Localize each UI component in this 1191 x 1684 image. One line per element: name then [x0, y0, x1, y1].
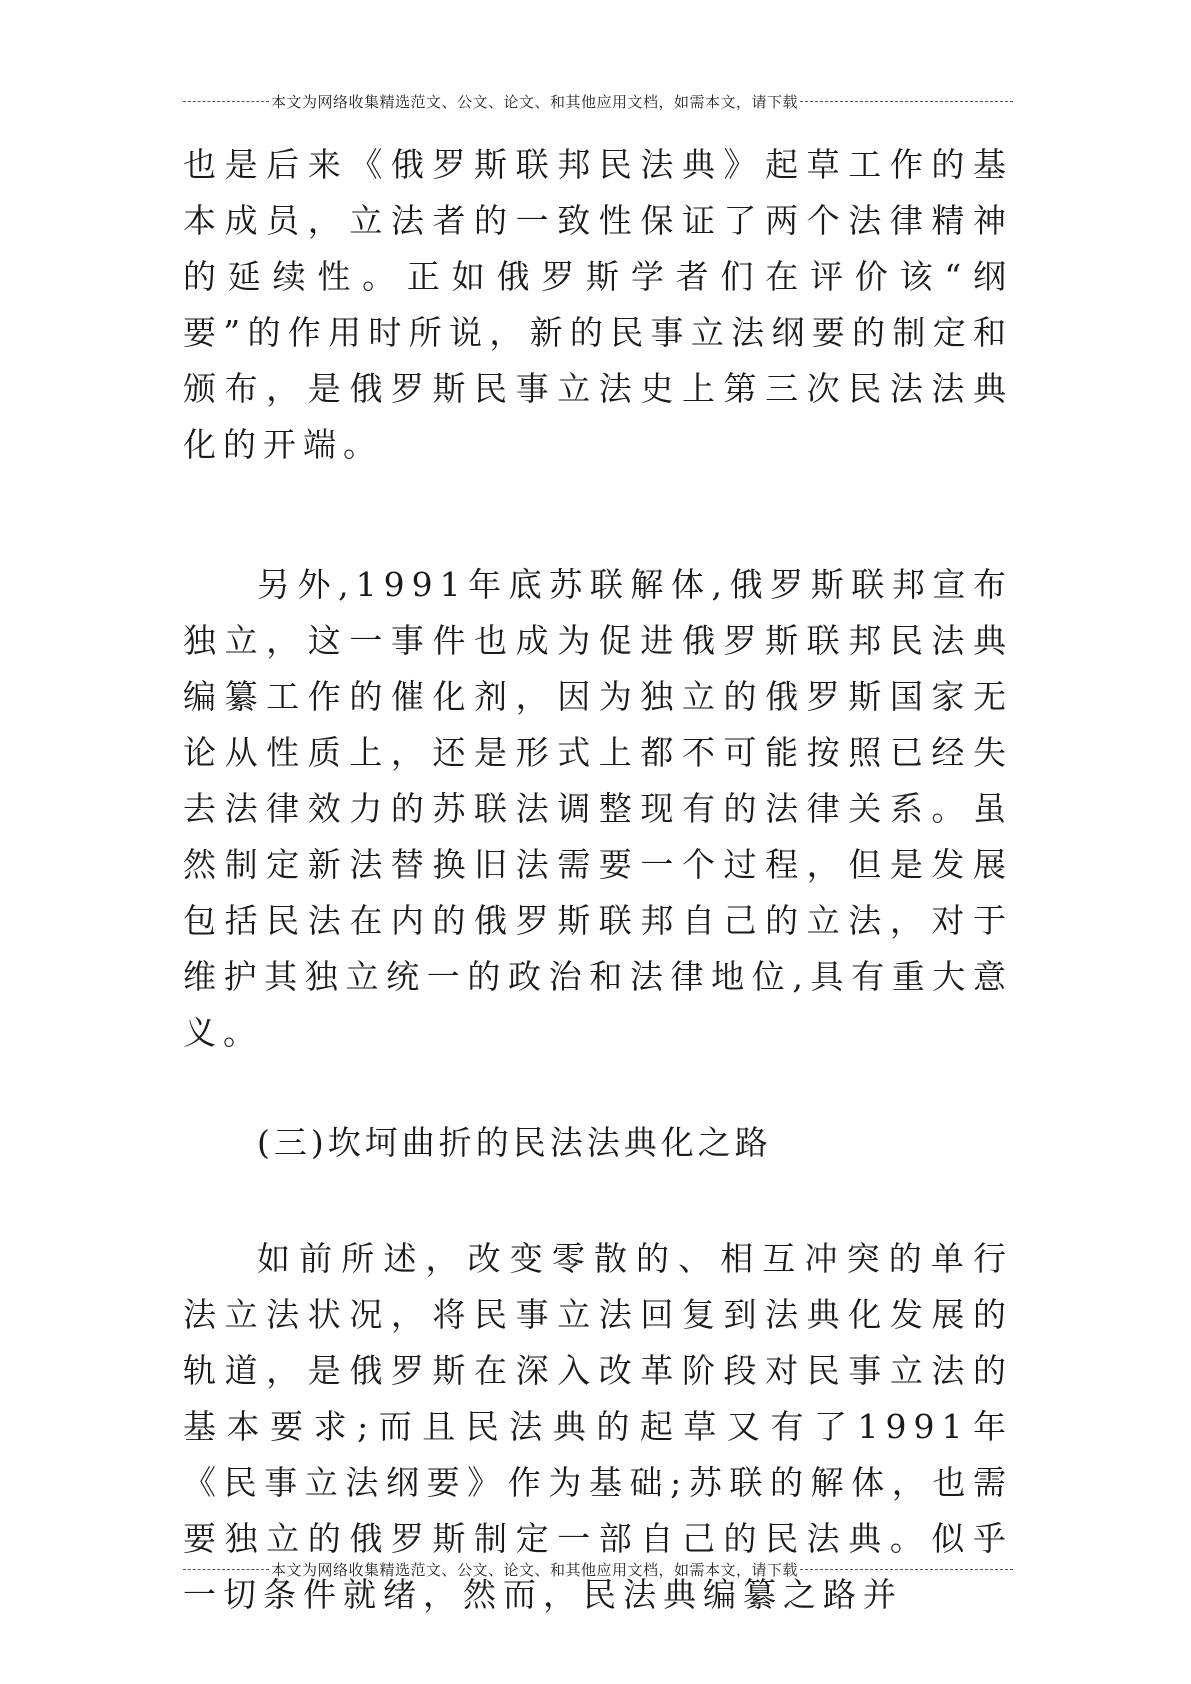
section-heading: (三)坎坷曲折的民法法典化之路	[257, 1123, 772, 1162]
body-paragraph-3: 如前所述，改变零散的、相互冲突的单行法立法状况，将民事立法回复到法典化发展的轨道，是俄罗斯在深入改革阶段对民事立法的基本要求;而且民法典的起草又有了1991年《民事立法纲要》作为基础;苏联的解体，也需要独立的俄罗斯制定一部自己的民法典。似乎一切条件就绪，然而，民法典编纂之路并	[183, 1239, 1013, 1614]
paragraph-spacer	[183, 1171, 1013, 1231]
footer-text: 本文为网络收集精选范文、公文、论文、和其他应用文档，如需本文，请下载	[271, 1560, 799, 1579]
body-paragraph-1: 也是后来《俄罗斯联邦民法典》起草工作的基本成员，立法者的一致性保证了两个法律精神的延续性。正如俄罗斯学者们在评价该“纲要”的作用时所说，新的民事立法纲要的制定和颁布，是俄罗斯民事立法史上第三次民法法典化的开端。	[183, 145, 1013, 464]
paragraph-spacer	[183, 473, 1013, 557]
footer-dash-left	[183, 1569, 269, 1570]
document-body	[183, 137, 1013, 1623]
paragraph-spacer	[183, 1061, 1013, 1115]
header-dash-right	[800, 101, 1013, 102]
header-text: 本文为网络收集精选范文、公文、论文、和其他应用文档，如需本文，请下载	[271, 92, 799, 111]
page-header	[183, 90, 1013, 112]
footer-dash-right	[800, 1569, 1013, 1570]
header-dash-left	[183, 101, 269, 102]
page-footer	[183, 1558, 1013, 1580]
body-paragraph-2: 另外,1991年底苏联解体,俄罗斯联邦宣布独立，这一事件也成为促进俄罗斯联邦民法典编纂工作的催化剂，因为独立的俄罗斯国家无论从性质上，还是形式上都不可能按照已经失去法律效力的苏联法调整现有的法律关系。虽然制定新法替换旧法需要一个过程，但是发展包括民法在内的俄罗斯联邦自己的立法，对于维护其独立统一的政治和法律地位,具有重大意义。	[183, 565, 1013, 1052]
